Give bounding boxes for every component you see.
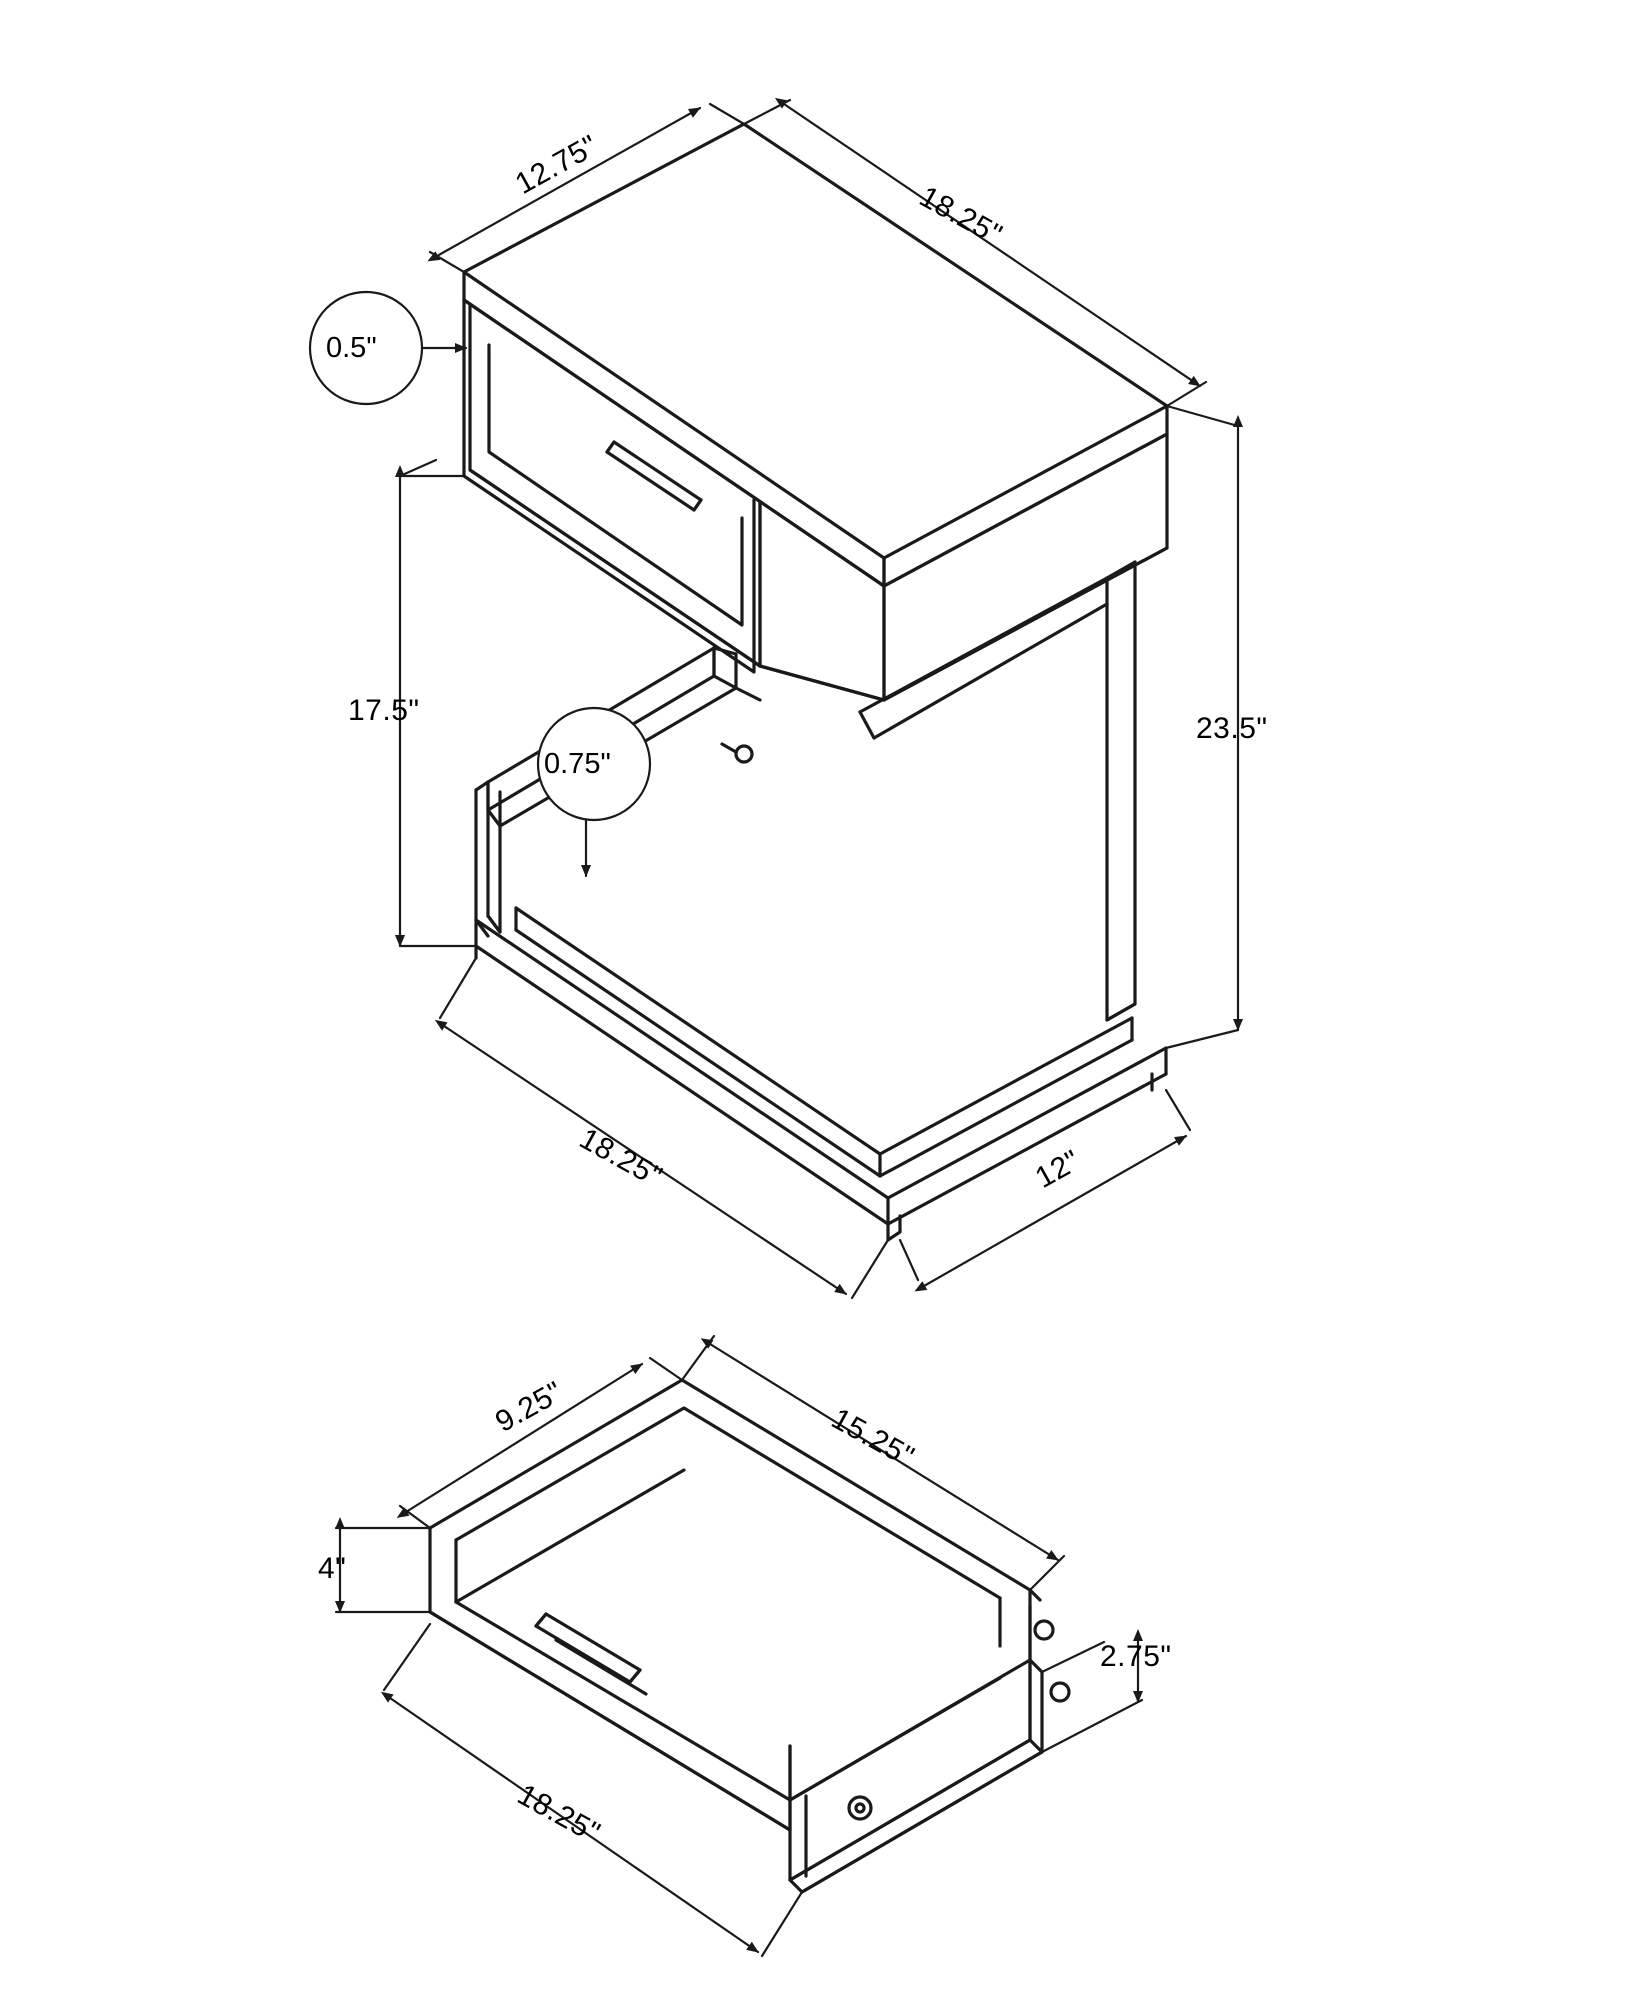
dim-label-overall-height: 23.5" [1196,712,1268,745]
dim-label-drawer-height: 4" [318,1552,347,1585]
dim-label-top-width: 18.25" [914,180,1008,252]
dim-label-base-depth: 12" [1030,1143,1086,1195]
callout-top-thickness: 0.5" [326,332,377,364]
metal-frame-right [860,562,1135,1020]
dim-label-base-length: 18.25" [574,1122,668,1194]
drawer-front-assembly [464,300,760,672]
dimension-lines-table [310,100,1238,1298]
dimension-lines-drawer [336,1336,1142,1956]
frame-cross-brace [722,688,760,762]
dim-label-under-top-height: 17.5" [348,694,420,727]
dim-label-drawer-side: 9.25" [490,1375,569,1439]
drawer-box [430,1380,1042,1892]
dim-label-top-depth: 12.75" [510,128,604,201]
dim-label-drawer-slide: 2.75" [1100,1640,1172,1673]
table-top-panel [464,124,1167,586]
dim-label-drawer-back: 15.25" [826,1402,920,1474]
dim-label-drawer-front: 18.25" [512,1778,606,1850]
callout-frame-tube: 0.75" [544,748,611,780]
drawer-slide-hardware [849,1621,1069,1819]
